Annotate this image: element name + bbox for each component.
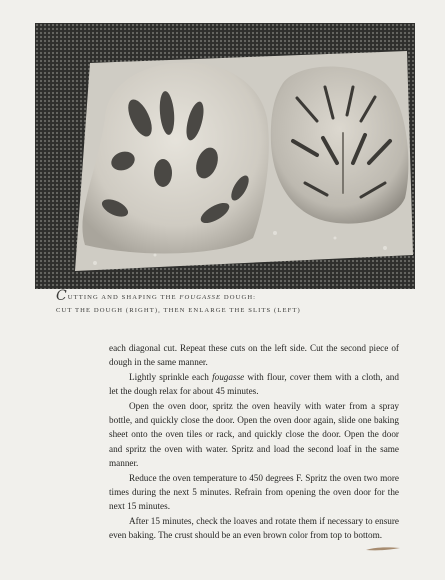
- right-loaf: [271, 66, 409, 223]
- fougasse-photo-illustration: [35, 23, 415, 289]
- caption-line-1: CUTTING AND SHAPING THE FOUGASSE DOUGH:: [56, 288, 257, 304]
- paragraph-4: Reduce the oven temperature to 450 degrees F. Spritz the oven two more times during the next 5 minutes. Refrain from opening the oven door for the next 15 minutes.: [109, 472, 399, 512]
- recipe-text: [109, 341, 399, 543]
- paragraph-1: each diagonal cut. Repeat these cuts on the left side. Cut the second piece of dough in the same manner.: [109, 343, 399, 368]
- paragraph-3: Open the oven door, spritz the oven heavily with water from a spray bottle, and quickly close the door. Open the oven door again, slide one baking sheet onto the oven tiles or rack, and quickly close the door. Open the door and spritz the oven with water. Spritz and load the second loaf in the same manner.: [109, 400, 399, 469]
- paragraph-2: Lightly sprinkle each fougasse with flour, cover them with a cloth, and let the dough relax for about 45 minutes.: [109, 371, 399, 397]
- caption-dropcap: C: [56, 288, 67, 304]
- paragraph-5: After 15 minutes, check the loaves and rotate them if necessary to ensure even baking. The crust should be an even brown color from top to bottom.: [109, 515, 399, 541]
- caption-line-2: CUT THE DOUGH (RIGHT), THEN ENLARGE THE SLITS (LEFT): [56, 307, 301, 314]
- ink-stroke-ornament: [365, 545, 401, 553]
- fougasse-photograph: [35, 23, 415, 289]
- photo-caption: [56, 290, 386, 317]
